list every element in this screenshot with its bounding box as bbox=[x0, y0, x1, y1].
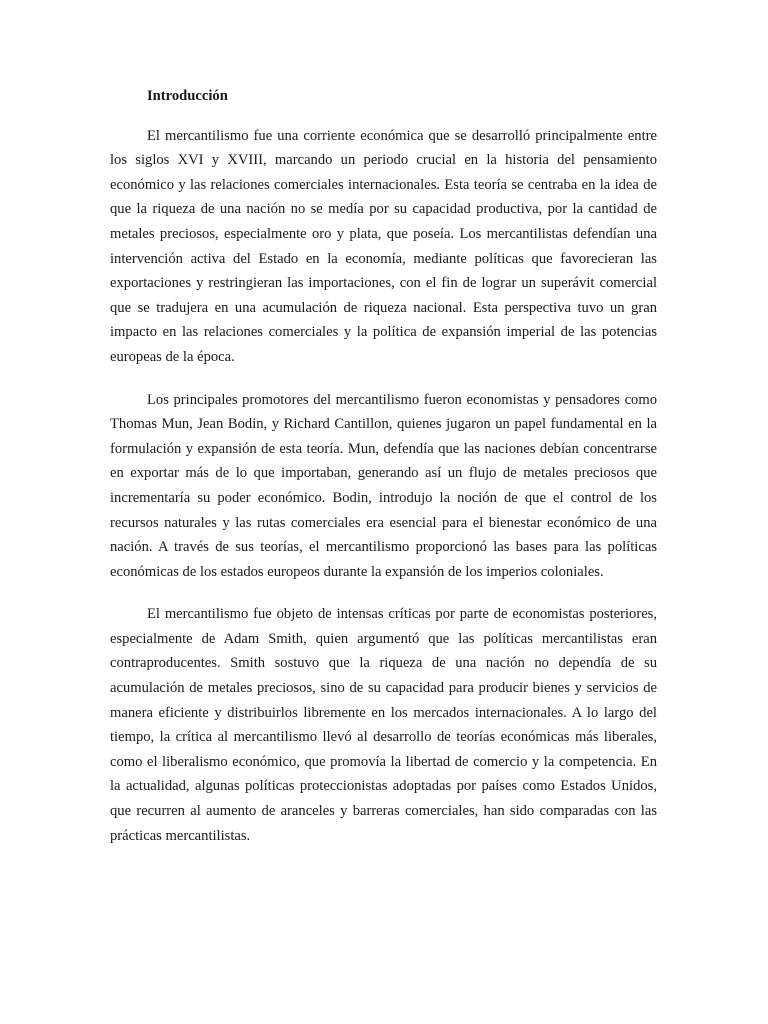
section-heading: Introducción bbox=[147, 88, 228, 104]
paragraph-3: El mercantilismo fue objeto de intensas críticas por parte de economistas posteriores, especialmente de Adam Smith, quien argumentó que las políticas mercantilistas eran contraproducentes. Smith sostuvo que la riqueza de una nación no dependía de su acumulación de metales preciosos, sino de su capacidad para producir bienes y servicios de manera eficiente y distribuirlos libremente en los mercados internacionales. A lo largo del tiempo, la crítica al mercantilismo llevó al desarrollo de teorías económicas más liberales, como el liberalismo económico, que promovía la libertad de comercio y la competencia. En la actualidad, algunas políticas proteccionistas adoptadas por países como Estados Unidos, que recurren al aumento de aranceles y barreras comerciales, han sido comparadas con las prácticas mercantilistas. bbox=[110, 606, 657, 844]
paragraph-2: Los principales promotores del mercantilismo fueron economistas y pensadores como Thomas Mun, Jean Bodin, y Richard Cantillon, quienes jugaron un papel fundamental en la formulación y expansión de esta teoría. Mun, defendía que las naciones debían concentrarse en exportar más de lo que importaban, generando así un flujo de metales preciosos que incrementaría su poder económico. Bodin, introdujo la noción de que el control de los recursos naturales y las rutas comerciales era esencial para el bienestar económico de una nación. A través de sus teorías, el mercantilismo proporcionó las bases para las políticas económicas de los estados europeos durante la expansión de los imperios coloniales. bbox=[110, 391, 657, 580]
paragraph-1: El mercantilismo fue una corriente económica que se desarrolló principalmente entre los siglos XVI y XVIII, marcando un periodo crucial en la historia del pensamiento económico y las relaciones comerciales internacionales. Esta teoría se centraba en la idea de que la riqueza de una nación no se medía por su capacidad productiva, por la cantidad de metales preciosos, especialmente oro y plata, que poseía. Los mercantilistas defendían una intervención activa del Estado en la economía, mediante políticas que favorecieran las exportaciones y restringieran las importaciones, con el fin de lograr un superávit comercial que se tradujera en una acumulación de riqueza nacional. Esta perspectiva tuvo un gran impacto en las relaciones comerciales y la política de expansión imperial de las potencias europeas de la época. bbox=[110, 127, 657, 365]
document-body bbox=[110, 84, 657, 866]
